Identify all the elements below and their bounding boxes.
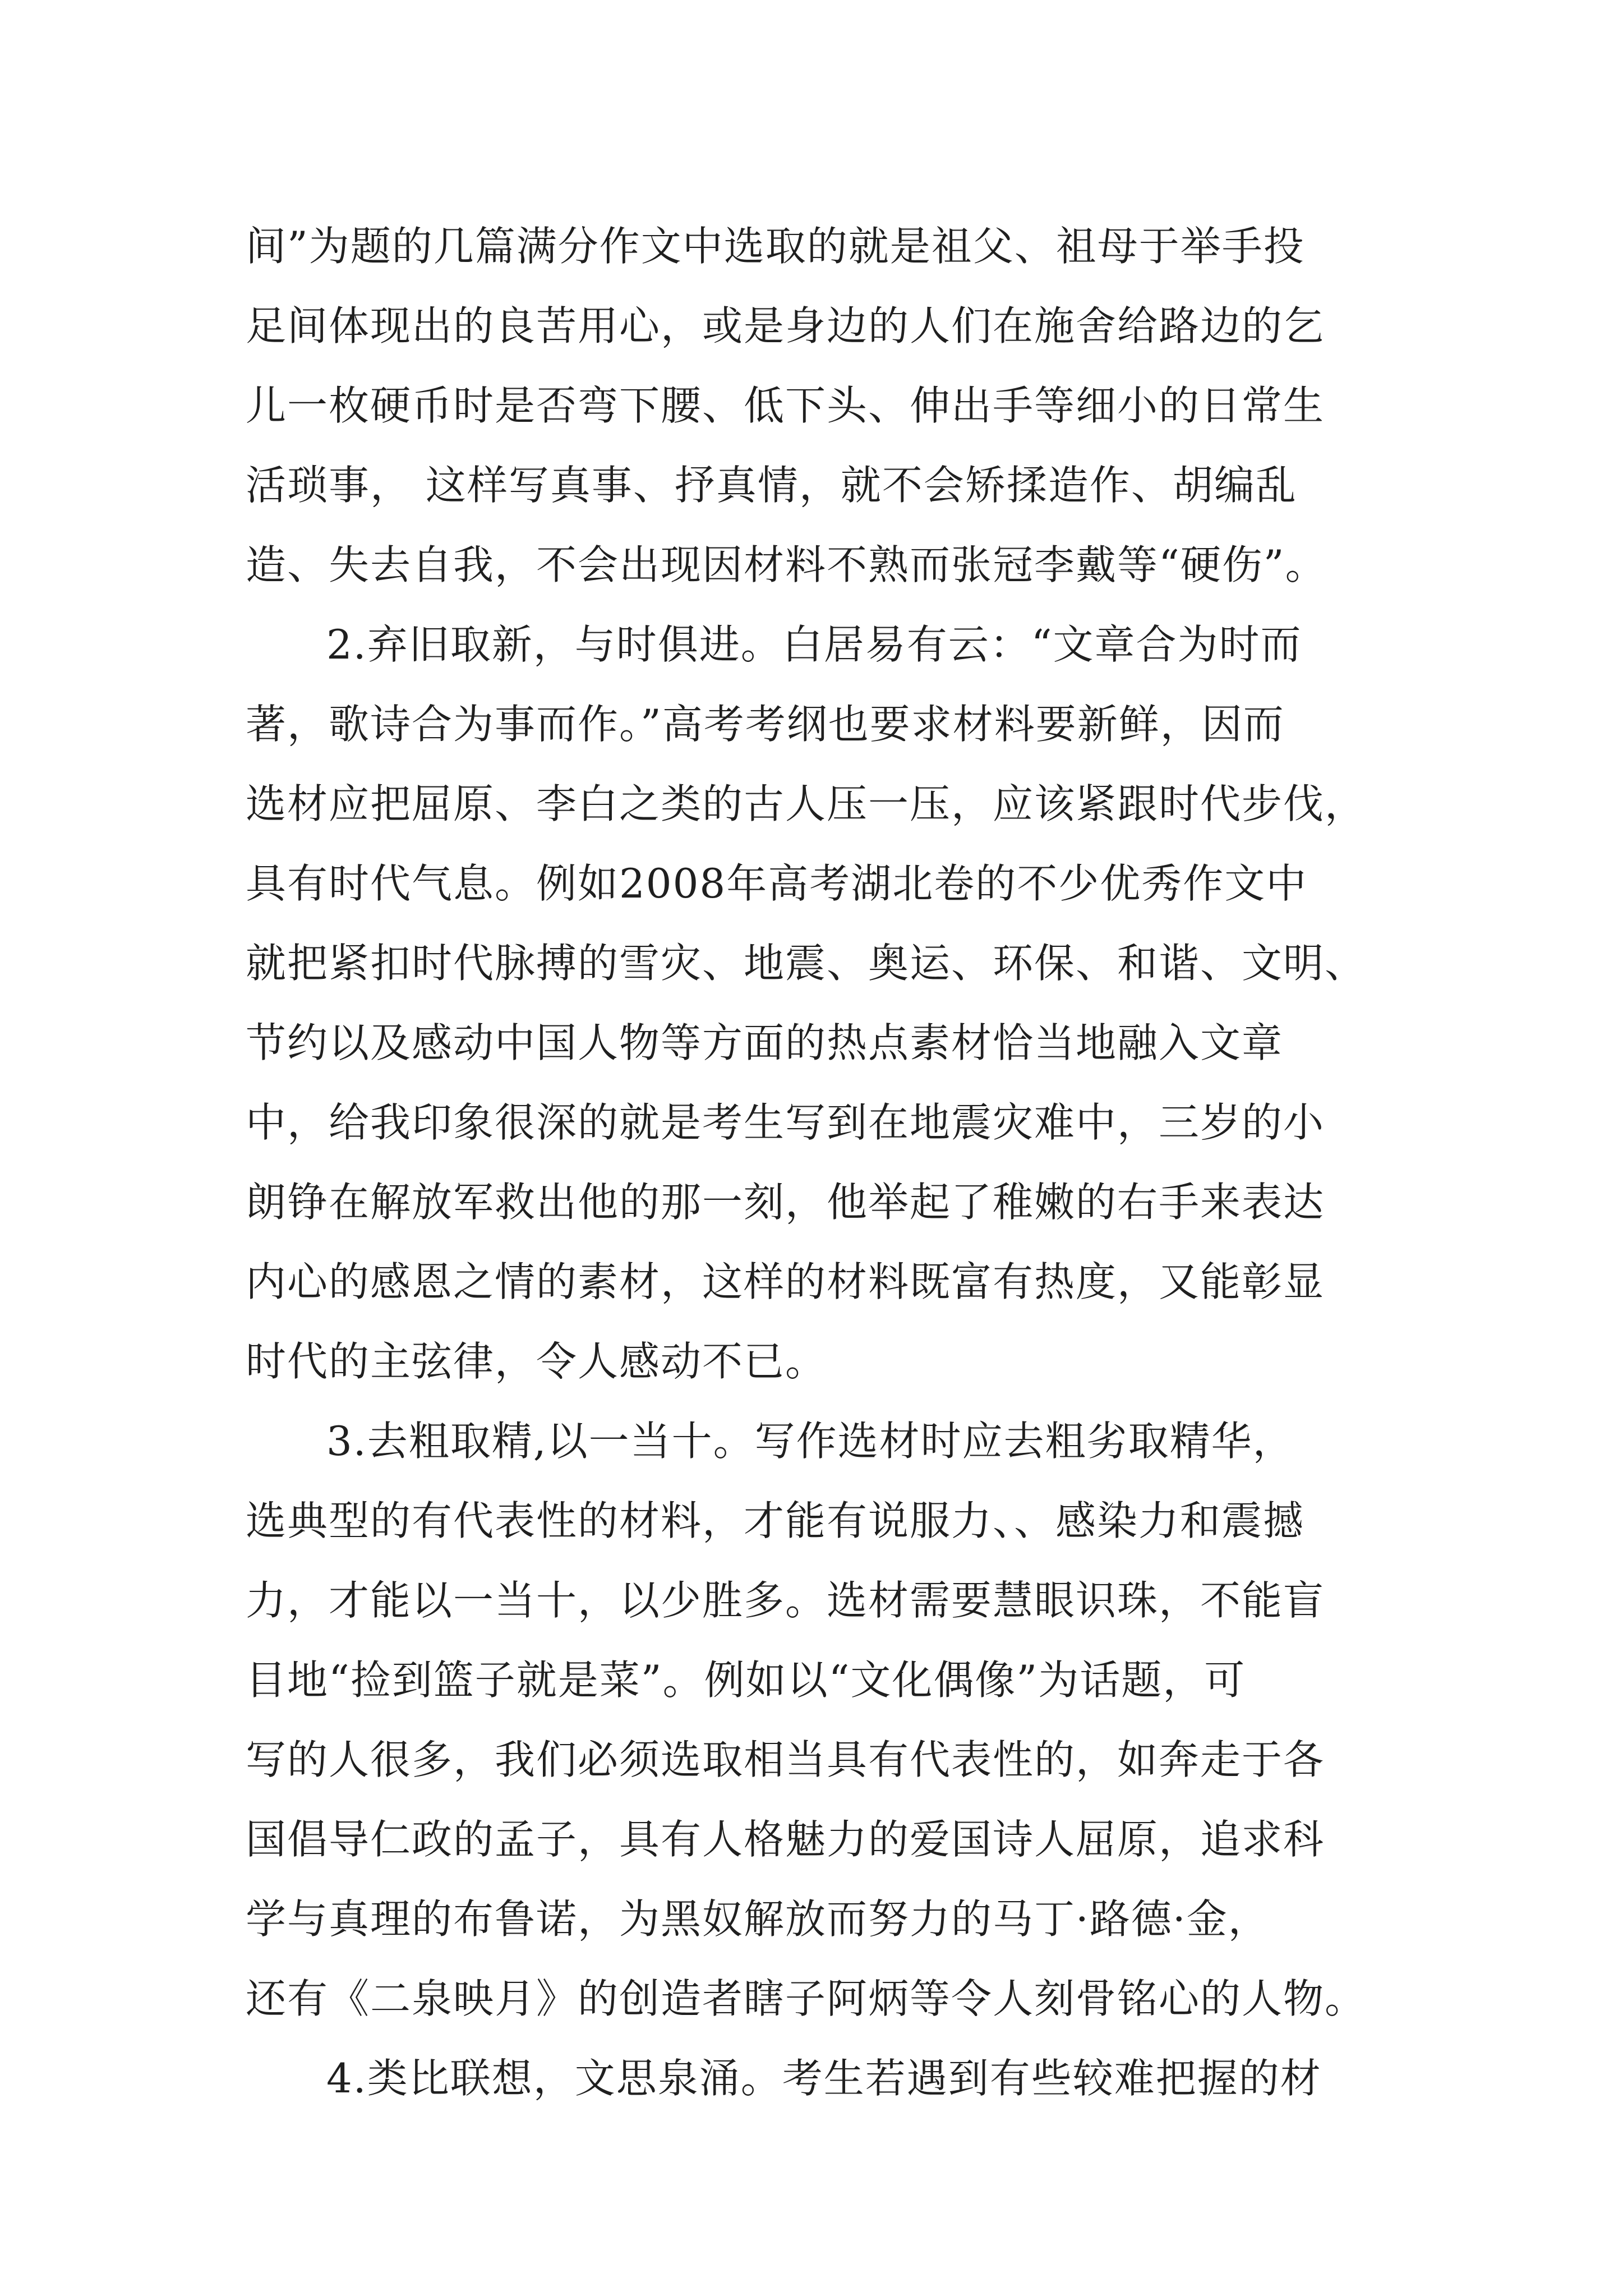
- body-text: [246, 206, 1390, 2118]
- text-line: 朗铮在解放军救出他的那一刻，他举起了稚嫩的右手来表达: [246, 1179, 1325, 1226]
- text-line: 国倡导仁政的孟子，具有人格魅力的爱国诗人屈原，追求科: [246, 1816, 1325, 1863]
- text-line: 时代的主弦律，令人感动不已。: [246, 1338, 827, 1385]
- text-line: 目地“捡到篮子就是菜”。例如以“文化偶像”为话题，可: [246, 1657, 1246, 1704]
- text-line: 还有《二泉映月》的创造者瞎子阿炳等令人刻骨铭心的人物。: [246, 1975, 1367, 2022]
- text-line: 选典型的有代表性的材料，才能有说服力、、感染力和震撼: [246, 1497, 1305, 1544]
- text-line: 活琐事， 这样写真事、抒真情，就不会矫揉造作、胡编乱: [246, 462, 1297, 509]
- text-line: 内心的感恩之情的素材，这样的材料既富有热度，又能彰显: [246, 1258, 1325, 1305]
- text-line: 儿一枚硬币时是否弯下腰、低下头、伸出手等细小的日常生: [246, 382, 1325, 429]
- text-line: 3.去粗取精,以一当十。写作选材时应去粗劣取精华，: [326, 1418, 1294, 1465]
- text-line: 造、失去自我，不会出现因材料不熟而张冠李戴等“硬伤”。: [246, 541, 1327, 588]
- text-line: 学与真理的布鲁诺，为黑奴解放而努力的马丁·路德·金，: [246, 1895, 1270, 1943]
- text-line: 著，歌诗合为事而作。”高考考纲也要求材料要新鲜，因而: [246, 701, 1285, 748]
- text-line: 力，才能以一当十，以少胜多。选材需要慧眼识珠，不能盲: [246, 1577, 1325, 1624]
- text-line: 具有时代气息。例如2008年高考湖北卷的不少优秀作文中: [246, 860, 1308, 907]
- text-line: 间”为题的几篇满分作文中选取的就是祖父、祖母于举手投: [246, 223, 1305, 270]
- text-line: 就把紧扣时代脉搏的雪灾、地震、奥运、环保、和谐、文明、: [246, 940, 1367, 987]
- text-line: 足间体现出的良苦用心，或是身边的人们在施舍给路边的乞: [246, 302, 1325, 349]
- text-line: 中，给我印象很深的就是考生写到在地震灾难中，三岁的小: [246, 1099, 1325, 1146]
- text-line: 选材应把屈原、李白之类的古人压一压，应该紧跟时代步伐，: [246, 780, 1367, 827]
- text-line: 写的人很多，我们必须选取相当具有代表性的，如奔走于各: [246, 1736, 1325, 1783]
- text-line: 2.弃旧取新，与时俱进。白居易有云：“文章合为时而: [326, 621, 1302, 668]
- text-line: 节约以及感动中国人物等方面的热点素材恰当地融入文章: [246, 1019, 1284, 1066]
- text-line: 4.类比联想，文思泉涌。考生若遇到有些较难把握的材: [326, 2055, 1322, 2102]
